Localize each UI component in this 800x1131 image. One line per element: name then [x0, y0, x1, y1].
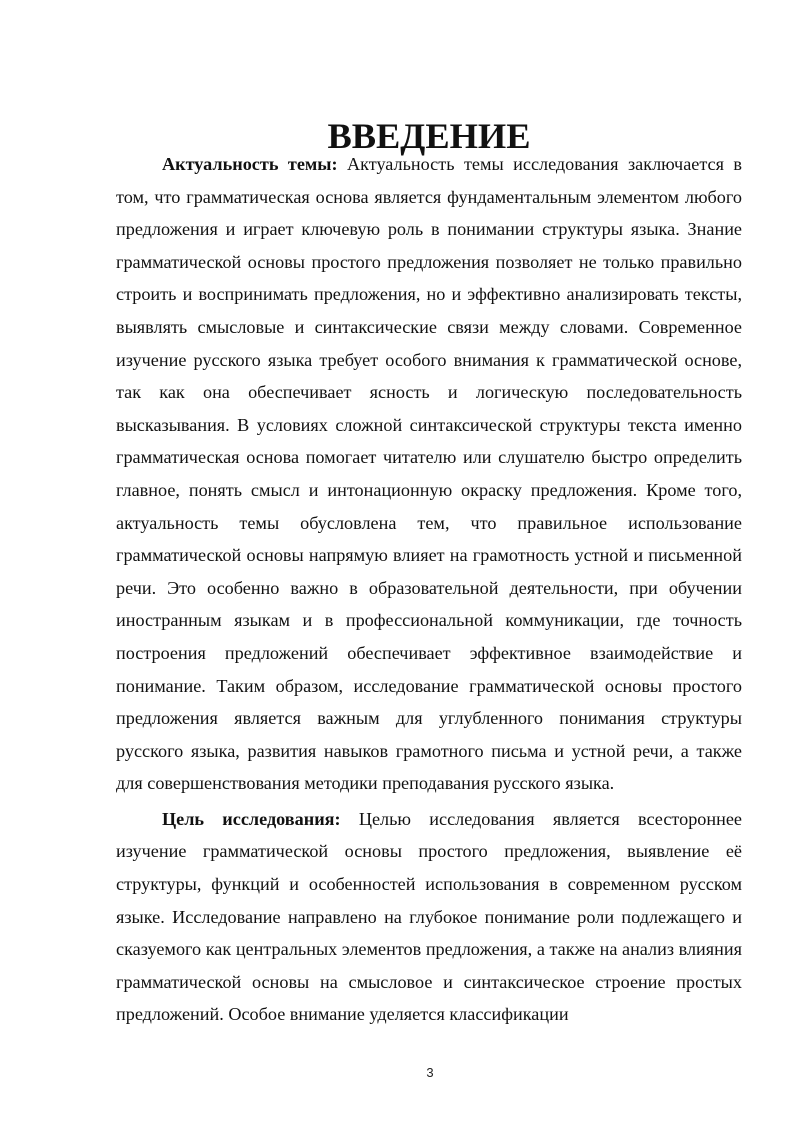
page-number: 3 — [426, 1065, 434, 1080]
paragraph-relevance — [116, 148, 742, 800]
paragraph-text-goal: Целью исследования является всестороннее изучение грамматической основы простого предложения, выявление её структуры, функций и особенностей использования в современном русском языке. Исследование направлено на глубокое понимание роли подлежащего и сказуемого как центральных элементов предложения, а также на анализ влияния грамматической основы на смысловое и синтаксическое строение простых предложений. Особое внимание уделяется классификации — [116, 808, 742, 1025]
section-heading: ВВЕДЕНИЕ — [327, 116, 531, 156]
document-page — [116, 116, 742, 1031]
paragraph-goal — [116, 803, 742, 1031]
paragraph-lead-goal: Цель исследования: — [162, 808, 341, 829]
paragraph-lead-relevance: Актуальность темы: — [162, 154, 338, 174]
paragraph-text-relevance: Актуальность темы исследования заключается в том, что грамматическая основа является фундаментальным элементом любого предложения и играет ключевую роль в понимании структуры языка. Знание грамматической основы простого предложения позволяет не только правильно строить и воспринимать предложения, но и эффективно анализировать тексты, выявлять смысловые и синтаксические связи между словами. Современное изучение русского языка требует особого внимания к грамматической основе, так как она обеспечивает ясность и логическую последовательность высказывания. В условиях сложной синтаксической структуры текста именно грамматическая основа помогает читателю или слушателю быстро определить главное, понять смысл и интонационную окраску предложения. Кроме того, актуальность темы обусловлена тем, что правильное использование грамматической основы напрямую влияет на грамотность устной и письменной речи. Это особенно важно в образовательной деятельности, при обучении иностранным языкам и в профессиональной коммуникации, где точность построения предложений обеспечивает эффективное взаимодействие и понимание. Таким образом, исследование грамматической основы простого предложения является важным для углубленного понимания структуры русского языка, развития навыков грамотного письма и устной речи, а также для совершенствования методики преподавания русского языка. — [116, 154, 742, 794]
